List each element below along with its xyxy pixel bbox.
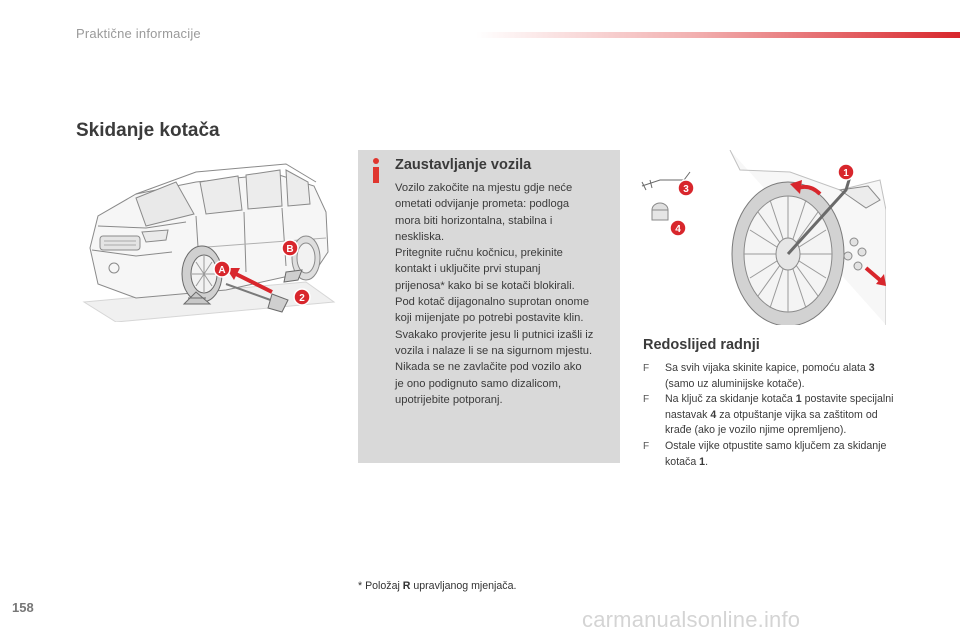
steps-title: Redoslijed radnji — [643, 337, 760, 353]
info-text — [395, 180, 617, 408]
callout-A — [214, 261, 230, 277]
info-line: Svakako provjerite jesu li putnici izašli iz — [395, 328, 594, 341]
footnote-suffix: upravljanog mjenjača. — [410, 580, 517, 592]
bullet-marker: F — [643, 394, 650, 406]
step-item — [643, 392, 905, 439]
info-line: Pritegnite ručnu kočnicu, prekinite — [395, 247, 563, 260]
info-line: prijenosa* kako bi se kotači blokirali. — [395, 279, 575, 292]
bullet-marker: F — [643, 363, 650, 374]
svg-text:B: B — [286, 244, 294, 255]
svg-text:2: 2 — [299, 293, 305, 304]
info-line: kontakt i uključite prvi stupanj — [395, 263, 541, 276]
header-title: Praktične informacije — [76, 26, 201, 41]
callout-4 — [670, 220, 686, 236]
step-text: postavite specijalni nastavak — [665, 393, 894, 421]
info-line: neskliska. — [395, 230, 445, 243]
info-line: Pod kotač dijagonalno suprotan onome — [395, 296, 590, 309]
info-line: mora biti horizontalna, stabilna i — [395, 214, 553, 227]
step-ref-number: 3 — [868, 362, 875, 374]
step-ref-number: 4 — [710, 408, 717, 421]
watermark: carmanualsonline.info — [582, 607, 801, 632]
info-line: ometati odvijanje prometa: podloga — [395, 198, 570, 211]
info-title: Zaustavljanje vozila — [395, 157, 532, 173]
info-icon — [368, 156, 384, 184]
callout-3 — [678, 180, 694, 196]
step-text: Na ključ za skidanje kotača — [665, 393, 796, 406]
callout-2 — [294, 289, 310, 305]
footnote-prefix: * Položaj — [358, 580, 403, 592]
svg-text:1: 1 — [843, 168, 849, 179]
footnote — [358, 580, 516, 592]
header-accent-line — [476, 32, 960, 38]
info-line: upotrijebite potporanj. — [395, 393, 503, 406]
svg-text:A: A — [218, 265, 226, 276]
svg-text:3: 3 — [683, 184, 689, 195]
info-line: Vozilo zakočite na mjestu gdje neće — [395, 182, 573, 194]
step-item — [643, 439, 905, 470]
info-line: vozila i nalaze li se na sigurnom mjestu. — [395, 344, 593, 357]
section-title: Skidanje kotača — [76, 120, 220, 141]
step-text: Ostale vijke otpustite samo ključem za skidanje kotača — [665, 439, 887, 468]
step-ref-number: 1 — [795, 393, 802, 406]
info-box — [358, 150, 620, 463]
page-number: 158 — [12, 600, 34, 615]
steps-list — [643, 361, 905, 470]
footnote-bold: R — [402, 580, 411, 592]
wheel-bolts-illustration — [640, 150, 886, 325]
info-line: je ono podignuto samo dizalicom, — [395, 377, 562, 390]
step-text: Sa svih vijaka skinite kapice, pomoću alata — [665, 362, 869, 374]
callout-B — [282, 240, 298, 256]
step-text: za otpuštanje vijka sa zaštitom od krađe (ako je vozilo njime opremljeno). — [665, 408, 878, 437]
bullet-marker: F — [643, 440, 650, 452]
step-ref-number: 1 — [699, 455, 706, 468]
step-item — [643, 361, 905, 392]
step-text: . — [705, 455, 709, 468]
car-jacking-illustration — [76, 152, 338, 322]
info-line: Nikada se ne zavlačite pod vozilo ako — [395, 361, 582, 374]
step-text: (samo uz aluminijske kotače). — [665, 377, 805, 390]
info-line: koji mijenjate po potrebi postavite klin. — [395, 312, 584, 325]
svg-text:4: 4 — [675, 224, 681, 235]
callout-1 — [838, 164, 854, 180]
